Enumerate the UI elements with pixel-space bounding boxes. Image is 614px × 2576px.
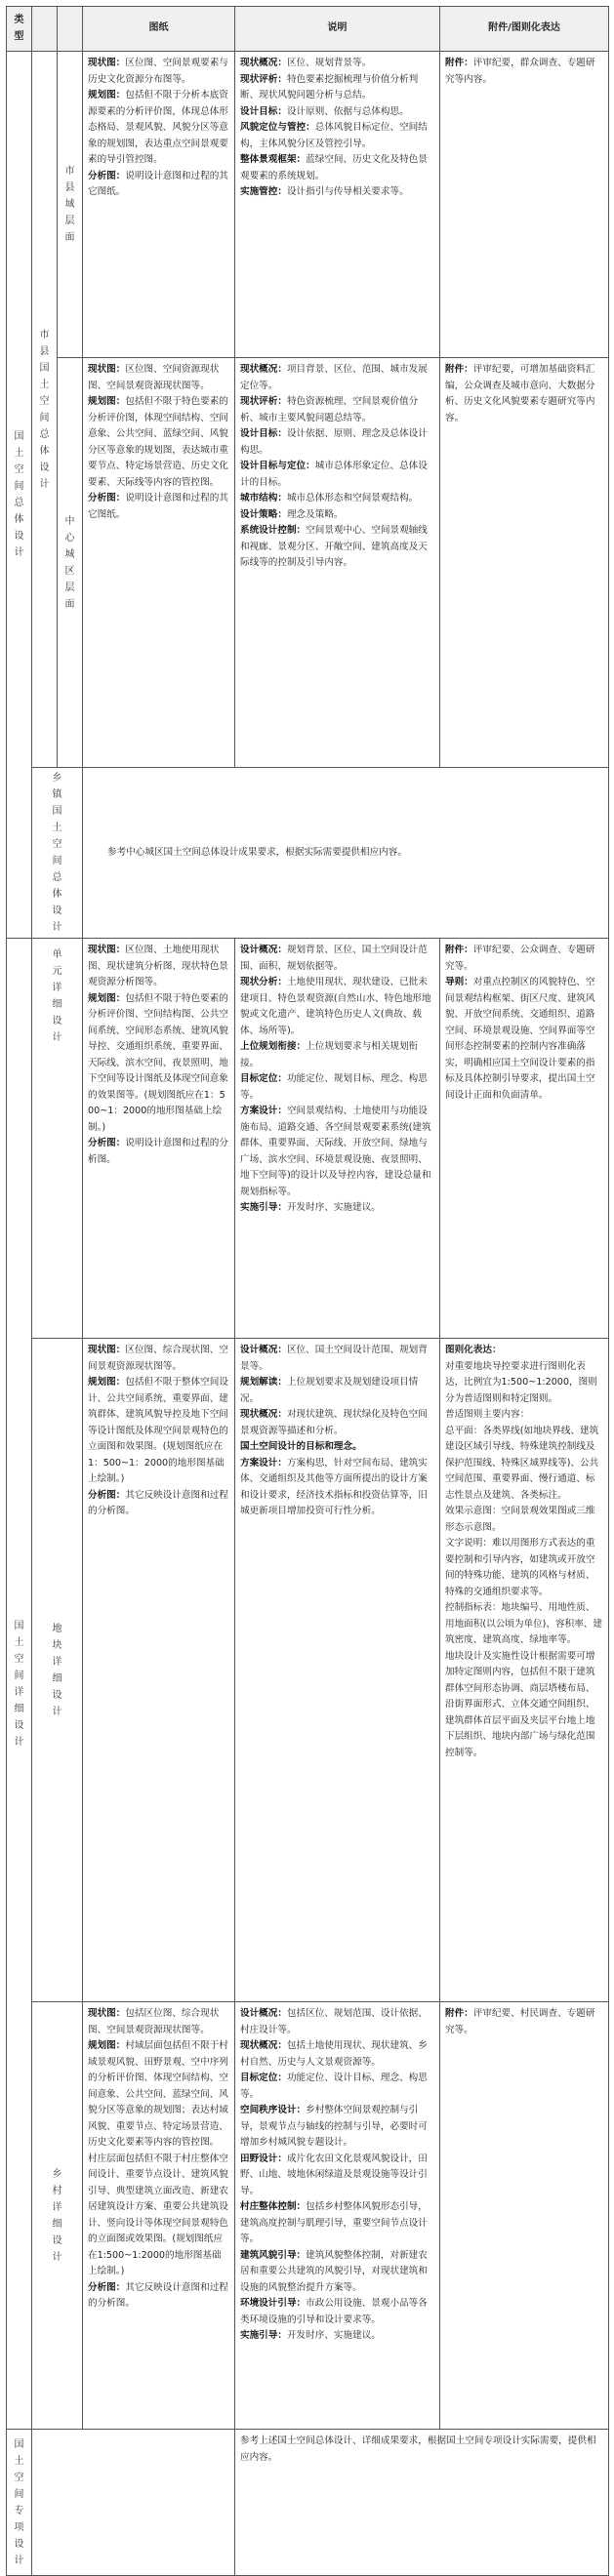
category-special: 国 土 空 间 专 项 设 计 [7,2430,32,2576]
content-paragraph [445,943,603,975]
content-paragraph [88,169,229,201]
paragraph-label: 设计策略： [240,508,287,520]
paragraph-label: 导则： [445,977,473,987]
content-paragraph [240,1375,434,1407]
paragraph-label: 目标定位： [240,2073,287,2083]
notes-cell [235,1339,440,2002]
paragraph-text: 设计依据、原则、理念及总体设计构思。 [240,428,428,456]
paragraph-text: 空间景观中心、空间景观轴线和视廊、景观分区、开敞空间、建筑高度及天际线等的控制及引导内容。 [240,525,428,568]
paragraph-text: 地块设计及实施性设计根据需要可增加特定图则内容，包括但不限于建筑群体空间形态协调、商层塔楼布局、沿街界面形式、立体交通空间组织、建筑群体首层平面及夹层平台地上地下层组织、地块内部广场与绿化范围控制等。 [445,1650,595,1758]
paragraph-text: 普适图则主要内容： [445,1409,530,1420]
attachments-cell [440,52,609,358]
content-paragraph [240,1343,434,1375]
category-unit: 单 元 详 细 设 计 [32,939,83,1339]
content-paragraph [240,120,434,152]
paragraph-text: 包括但不限于特色要素的分析评价图、空间结构图、公共空间系统、空间形态系统、建筑风貌导控、交通组织系统、重要界面、天际线、滨水空间、夜景照明、地下空间等设计图纸及体现空间意象的效果图等。(规划图纸应在1：500~1：2000的地形图基础上绘制。) [88,992,228,1133]
paragraph-text: 开发时序、实施建议。 [286,1202,381,1213]
content-paragraph [88,394,229,491]
content-paragraph [240,2006,434,2038]
paragraph-text: 评审纪要、村民调查、专题研究等。 [445,2008,595,2035]
paragraph-label: 目标定位： [240,1073,287,1084]
category-city-county: 市 县 国 土 空 间 总 体 设 计 [32,52,58,768]
content-paragraph [88,491,229,523]
drawings-cell [83,939,235,1339]
paragraph-label: 现状图： [88,1345,126,1355]
table-row [7,1339,609,2002]
content-paragraph [240,104,434,121]
content-paragraph [88,2152,229,2280]
notes-cell [235,939,440,1339]
paragraph-text: 设计指引与传导相关要求等。 [286,186,409,197]
category-town: 乡 镇 国 土 空 间 总 体 设 计 [32,768,83,939]
content-paragraph [88,1343,229,1375]
paragraph-label: 国土空间设计的目标和理念。 [240,1441,362,1452]
paragraph-label: 现状概况： [240,1409,287,1420]
paragraph-label: 方案设计： [240,1106,287,1116]
paragraph-label: 规划图： [88,1377,126,1388]
paragraph-text: 设计原则、依据与总体构思。 [286,105,409,117]
paragraph-text: 说明设计意图和过程的分析图。 [88,1138,228,1165]
paragraph-label: 分析图： [88,1489,126,1501]
content-paragraph [240,2071,434,2103]
content-paragraph [445,975,603,1104]
header-notes: 说明 [235,7,440,52]
paragraph-label: 实施管控： [240,186,287,197]
paragraph-label: 设计概况： [240,1345,287,1355]
table-row [7,2430,609,2576]
table-row [7,52,609,358]
paragraph-label: 设计概况： [240,2008,287,2019]
header-attachments: 附件/图则化表达 [440,7,609,52]
content-paragraph [445,1359,603,1408]
paragraph-label: 村庄整体控制： [240,2201,307,2212]
paragraph-label: 设计目标： [240,105,287,117]
content-paragraph [445,362,603,426]
paragraph-text: 区位、国土空间设计范围、规划背景等。 [240,1345,428,1372]
paragraph-label: 分析图： [88,170,126,181]
content-paragraph [240,72,434,104]
paragraph-text: 其它反映设计意图和过程的分析图。 [88,2281,228,2309]
paragraph-label: 设计目标与定位： [240,461,315,471]
paragraph-label: 现状评析： [240,396,287,407]
drawings-cell [83,1339,235,2002]
paragraph-label: 分析图： [88,2281,126,2293]
paragraph-label: 现状图： [88,945,126,955]
attachments-cell [440,1339,609,2002]
paragraph-text: 土地使用现状、现状建设、已批未建项目、特色景观资源(自然山水、特色地形地貌或文化遗产、建筑特色历史人文(典故、载体、场所等)。 [240,977,431,1036]
paragraph-text: 总平面：各类界线(如地块界线、建筑建设区域引导线、特殊建筑控制线及保护范围线、特殊区域界线等)、公共空间范围、重要界面、慢行通道、标志性景点及建筑、各类标注。 [445,1425,599,1501]
paragraph-label: 实施引导： [240,2330,287,2341]
content-paragraph [445,1600,603,1649]
paragraph-text: 城市总体形象定位、总体设计的目标。 [240,461,428,488]
content-paragraph [240,2199,434,2248]
drawings-cell [83,358,235,768]
content-paragraph [445,1407,603,1424]
paragraph-label: 实施引导： [240,1202,287,1213]
paragraph-text: 包括但不限于分析本底资源要素的分析评价图，体现总体形态格局、景观风貌、风貌分区等意象的规划图，表达重点空间景观要素的导引管控图。 [88,90,228,165]
paragraph-text: 对现状建筑、现状绿化及特色空间景观资源等描述和分析。 [240,1409,428,1436]
paragraph-text: 评审纪要，群众调查、专题研究等内容。 [445,58,595,85]
content-paragraph [240,152,434,184]
content-paragraph [240,394,434,426]
paragraph-text: 效果示意图：空间景观效果图或三维形态示意图。 [445,1506,595,1533]
paragraph-text: 包括但不限于特色要素的分析评价图，体现空间结构、空间意象、公共空间、蓝绿空间、风貌分区等意象的规划图，表达城市重要节点、特定场景营造、历史文化要素、天际线等内容的管控图。 [88,396,228,488]
paragraph-label: 现状图： [88,364,126,375]
table-header-row [7,7,609,52]
header-drawings: 图纸 [83,7,235,52]
paragraph-text: 总体风貌目标定位、空间结构，主体风貌分区及管控引导。 [240,122,428,149]
content-paragraph [240,507,434,524]
content-paragraph [240,943,434,975]
paragraph-label: 田野设计： [240,2153,287,2164]
paragraph-label: 系统设计控制： [240,525,307,536]
content-paragraph [240,1456,434,1520]
paragraph-label: 上位规划衔接： [240,1041,307,1052]
paragraph-text: 特色资源梳理、空间景观价值分析、城市主要风貌问题总结等。 [240,396,419,423]
requirements-table [6,6,609,2576]
content-paragraph [240,184,434,201]
category-city-county-level: 市 县 域 层 面 [58,52,83,358]
header-blank-1 [32,7,58,52]
content-paragraph [88,2280,229,2313]
content-paragraph [240,2328,434,2345]
paragraph-text: 理念及策略。 [286,508,344,520]
paragraph-text: 蓝绿空间、历史文化及特色景观要素的系统规划。 [240,154,428,181]
paragraph-label: 建筑风貌引导： [240,2249,307,2261]
table-row [7,2002,609,2430]
paragraph-label: 分析图： [88,1138,126,1148]
attachments-cell [440,939,609,1339]
content-paragraph [88,88,229,169]
content-paragraph [240,1071,434,1104]
paragraph-text: 成片化农田文化景观风貌设计，田野、山地、坡地休闲绿道及景观设施等设计引导。 [240,2153,428,2196]
paragraph-text: 文字说明：难以用图形方式表达的重要控制和引导内容，如建筑或开放空间的特殊功能、建筑的风格与材质、特殊的交通组织要求等。 [445,1538,595,1597]
paragraph-text: 包括土地使用现状、现状建筑、乡村自然、历史与人文景观资源等。 [240,2040,428,2068]
paragraph-text: 评审纪要，可增加基础资料汇编，公众调查及城市意向、大数据分析、历史文化风貌要素专题研究等内容。 [445,364,595,423]
paragraph-label: 规划图： [88,396,126,407]
content-paragraph [445,1649,603,1762]
paragraph-text: 功能定位、设计目标、理念、构思等。 [240,2073,428,2100]
content-paragraph [240,459,434,491]
paragraph-text: 上位规划要求与相关规划衔接。 [240,1041,419,1068]
content-paragraph [240,1200,434,1217]
content-paragraph [88,1375,229,1488]
notes-cell [235,52,440,358]
paragraph-text: 包括但不限于整体空间设计、公共空间系统、重要界面、建筑群体、建筑风貌导控及地下空间等设计图纸及体现空间景观特色的立面图和效果图。(规划图纸应在1：500~1：2000的地形图基础上绘制。) [88,1377,228,1484]
paragraph-text: 对重点控制区的风貌特色、空间景观结构框架、街区尺度、建筑风貌、开放空间系统、交通组织、道路空间、环境景观设施、空间界面等空间形态控制要素的控制内容准确落实，明确相应国土空间设计要素的指标及具体控制引导要求，提出国土空间设计正面和负面清单。 [445,977,595,1101]
paragraph-text: 城市总体形态和空间景观结构。 [286,493,419,503]
paragraph-label: 现状分析： [240,977,287,987]
content-paragraph [445,2006,603,2038]
category-village: 乡 村 详 细 设 计 [32,2002,83,2430]
content-paragraph [240,2038,434,2071]
category-detailed: 国 土 空 间 详 细 设 计 [7,939,32,2430]
paragraph-text: 区位图、土地使用现状图、现状建筑分析图、现状特色景观资源分析图等。 [88,945,228,987]
category-overall: 国 土 空 间 总 体 设 计 [7,52,32,939]
attach-figure-title: 图则化表达： [445,1345,502,1355]
content-paragraph [445,1504,603,1536]
paragraph-text: 上位规划要求及规划建设项目情况。 [240,1377,419,1404]
paragraph-label: 设计目标： [240,428,287,439]
drawings-cell [83,2002,235,2430]
requirements-table-document [6,6,608,2566]
paragraph-label: 整体景观框架： [240,154,307,165]
content-paragraph [445,56,603,88]
content-paragraph [240,56,434,72]
paragraph-label: 规划图： [88,2040,126,2051]
content-paragraph [88,2038,229,2152]
content-paragraph [240,426,434,459]
paragraph-label: 附件： [445,945,473,955]
town-note: 参考中心城区国土空间总体设计成果要求，根据实际需要提供相应内容。 [83,768,609,939]
content-paragraph [240,362,434,394]
content-paragraph [445,1536,603,1600]
attachments-cell [440,2002,609,2430]
paragraph-label: 现状图： [88,2008,126,2019]
notes-cell [235,358,440,768]
paragraph-label: 规划图： [88,992,126,1004]
content-paragraph [88,362,229,394]
paragraph-label: 分析图： [88,493,126,503]
paragraph-label: 环境设计引导： [240,2298,307,2309]
paragraph-label: 空间秩序设计： [240,2105,307,2115]
paragraph-text: 区位图、综合现状图、空间景观资源现状图等。 [88,1345,228,1372]
paragraph-label: 现状图： [88,58,126,68]
content-paragraph [240,975,434,1039]
paragraph-label: 现状概况： [240,364,287,375]
content-paragraph [240,491,434,507]
special-note: 参考上述国土空间总体设计、详细成果要求，根据国土空间专项设计实际需要，提供相应内容。 [235,2430,609,2576]
attachments-cell [440,358,609,768]
paragraph-text: 包括区位、规划范围、设计依据、村庄设计等。 [240,2008,428,2035]
paragraph-label: 方案设计： [240,1457,287,1469]
header-blank-2 [58,7,83,52]
content-paragraph [88,991,229,1137]
content-paragraph [88,56,229,88]
table-row [7,358,609,768]
paragraph-label: 风貌定位与管控： [240,122,315,133]
content-paragraph [88,1136,229,1168]
content-paragraph [240,2296,434,2328]
paragraph-label: 城市结构： [240,493,287,503]
special-blank-cell [32,2430,235,2576]
paragraph-text: 区位、规划背景等。 [286,58,372,68]
paragraph-label: 现状评析： [240,73,287,85]
content-paragraph [240,1407,434,1439]
paragraph-label: 附件： [445,58,473,68]
paragraph-text: 包括区位图、综合现状图、空间景观资源现状图等。 [88,2008,220,2035]
content-paragraph [240,2103,434,2152]
paragraph-label: 现状概况： [240,58,287,68]
content-paragraph [240,2152,434,2200]
paragraph-label: 规划图： [88,90,126,101]
category-plot: 地 块 详 细 设 计 [32,1339,83,2002]
paragraph-label: 附件： [445,2008,473,2019]
table-row [7,768,609,939]
paragraph-label: 现状概况： [240,2040,287,2051]
content-paragraph [88,1488,229,1520]
content-paragraph [88,943,229,991]
content-paragraph [240,1439,434,1456]
notes-cell [235,2002,440,2430]
paragraph-text: 项目背景、区位、范围、城市发展定位等。 [240,364,428,391]
paragraph-text: 区位图、空间景观要素与历史文化资源分布图等。 [88,58,228,85]
paragraph-label: 附件： [445,364,473,375]
content-paragraph [240,2248,434,2297]
paragraph-text: 区位图、空间资源现状图、空间景观资源现状图等。 [88,364,220,391]
paragraph-text: 村庄层面包括但不限于村庄整体空间设计、重要节点设计、建筑风貌引导、典型建筑立面改造、新建农居建筑设计方案、重要公共建筑设计、竖向设计等体现空间景观特色的立面图或效果图。(规划图纸应在1:500~1:2000的地形图基础上绘制。) [88,2153,228,2276]
paragraph-text: 说明设计意图和过程的其它图纸。 [88,493,228,520]
paragraph-text: 方案构思，针对空间布局、建筑实体、交通组织及其他等方面所提出的设计方案和设计要求，经济技术指标和投资估算等，旧城更新项目增加投资可行性分析。 [240,1457,428,1516]
table-row [7,939,609,1339]
paragraph-text: 评审纪要、公众调查、专题研究等。 [445,945,595,972]
paragraph-text: 规划背景、区位、国土空间设计范围、面积、规划依据等。 [240,945,428,972]
paragraph-label: 规划解读： [240,1377,287,1388]
content-paragraph [240,1039,434,1071]
paragraph-text: 开发时序、实施建议。 [286,2330,381,2341]
paragraph-text: 其它反映设计意图和过程的分析图。 [88,1489,228,1516]
content-paragraph [240,523,434,572]
paragraph-text: 特色要素挖掘梳理与价值分析判断、现状风貌问题分析与总结。 [240,73,419,101]
paragraph-text: 说明设计意图和过程的其它图纸。 [88,170,228,197]
paragraph-text: 包括乡村整体风貌形态引导，建筑高度控制与肌理引导，重要空间节点设计等。 [240,2201,428,2244]
paragraph-text: 乡村整体空间景观控制与引导，景观节点与轴线的控制与引导，必要时可增加乡村城风貌专题设计。 [240,2105,428,2148]
paragraph-text: 功能定位、规划目标、理念、构思等。 [240,1073,428,1101]
header-type: 类型 [7,7,32,52]
drawings-cell [83,52,235,358]
content-paragraph [445,1424,603,1505]
category-center-city: 中 心 城 区 层 面 [58,358,83,768]
content-paragraph [240,1104,434,1200]
paragraph-text: 对重要地块导控要求进行图则化表达，比例宜为1:500~1:2000，图则分为普适图则和特定图则。 [445,1360,597,1404]
content-paragraph [88,2006,229,2038]
paragraph-text: 市政公用设施、景观小品等各类环境设施的引导和设计要求等。 [240,2298,428,2325]
paragraph-text: 空间景观结构、土地使用与功能设施布局、道路交通、各空间景观要素系统(建筑群体、重要界面、天际线、开放空间、绿地与广场、滨水空间、环境景观设施、夜景照明、地下空间等)的设计以及导控内容，建设总量和规划指标等。 [240,1106,431,1197]
paragraph-text: 村域层面包括但不限于村域景观风貌、田野景观、空中序列的分析评价图、体现空间结构、空间意象、公共空间、蓝绿空间、风貌分区等意象的规划图；表达村域风貌、重要节点、特定场景营造、历史文化要素等内容的管控图。 [88,2040,228,2148]
paragraph-label: 设计概况： [240,945,287,955]
paragraph-text: 控制指标表：地块编号、用地性质、用地面积(以公顷为单位)、容积率、建筑密度、建筑高度、绿地率等。 [445,1602,602,1645]
paragraph-text: 建筑风貌整体控制，对新建农居和重要公共建筑的风貌引导，对现状建筑和设施的风貌整治提升方案等。 [240,2249,428,2293]
